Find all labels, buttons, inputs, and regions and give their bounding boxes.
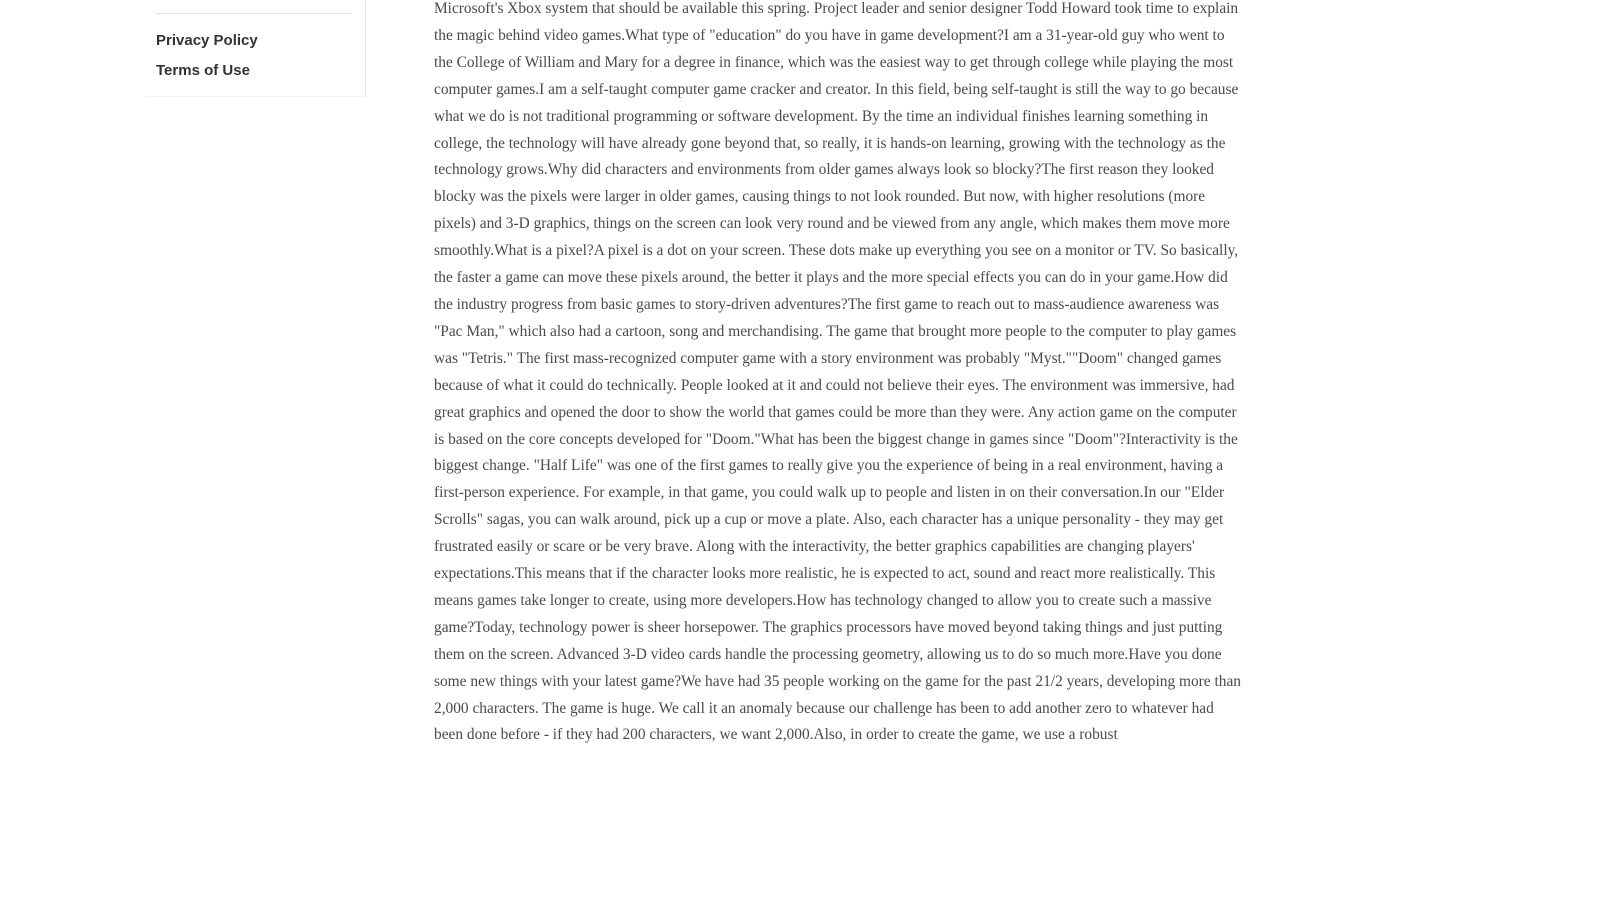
- terms-of-use-link[interactable]: Terms of Use: [156, 62, 250, 79]
- sidebar-links: [156, 29, 258, 89]
- sidebar-item-privacy-policy: [156, 29, 258, 59]
- privacy-policy-link[interactable]: Privacy Policy: [156, 32, 258, 49]
- article-body: Microsoft's Xbox system that should be available this spring. Project leader and senior designer Todd Howard took time to explain the magic behind video games.What type of "education" do you have in game development?I am a 31-year-old guy who went to the College of William and Mary for a degree in finance, which was the easiest way to get through college while playing the most computer games.I am a self-taught computer game cracker and creator. In this field, being self-taught is still the way to go because what we do is not traditional programming or software development. By the time an individual finishes learning something in college, the technology will have already gone beyond that, so really, it is hands-on learning, growing with the technology as the technology grows.Why did characters and environments from older games always look so blocky?The first reason they looked blocky was the pixels were larger in older games, causing things to not look rounded. But now, with higher resolutions (more pixels) and 3-D graphics, things on the screen can look very round and be viewed from any angle, which makes them move more smoothly.What is a pixel?A pixel is a dot on your screen. These dots make up everything you see on a monitor or TV. So basically, the faster a game can move these pixels around, the better it plays and the more special effects you can do in your game.How did the industry progress from basic games to story-driven adventures?The first game to reach out to mass-audience awareness was "Pac Man," which also had a cartoon, song and merchandising. The game that brought more people to the computer to play games was "Tetris." The first mass-recognized computer game with a story environment was probably "Myst.""Doom" changed games because of what it could do technically. People looked at it and could not believe their eyes. The environment was immersive, had great graphics and opened the door to show the world that games could be more than they were. Any action game on the computer is based on the core concepts developed for "Doom."What has been the biggest change in games since "Doom"?Interactivity is the biggest change. "Half Life" was one of the first games to really give you the experience of being in a real environment, having a first-person experience. For example, in that game, you could walk up to people and listen in on their conversation.In our "Elder Scrolls" sagas, you can walk around, pick up a cup or move a plate. Also, each character has a unique personality - they may get frustrated easily or scare or be very brave. Along with the interactivity, the better graphics capabilities are changing players' expectations.This means that if the character looks more realistic, he is expected to act, sound and react more realistically. This means games take longer to create, using more developers.How has technology changed to allow you to create such a massive game?Today, technology power is sheer horsepower. The graphics processors have moved beyond taking things and just putting them on the screen. Advanced 3-D video cards handle the processing geometry, allowing us to do so much more.Have you done some new things with your latest game?We have had 35 people working on the game for the past 21/2 years, developing more than 2,000 characters. The game is huge. We call it an anomaly because our challenge has been to add another zero to whatever had been done before - if they had 200 characters, we want 2,000.Also, in order to create the game, we use a robust: [434, 0, 1241, 744]
- sidebar: [145, 0, 366, 97]
- sidebar-item-terms-of-use: [156, 59, 258, 89]
- sidebar-divider: [156, 13, 352, 14]
